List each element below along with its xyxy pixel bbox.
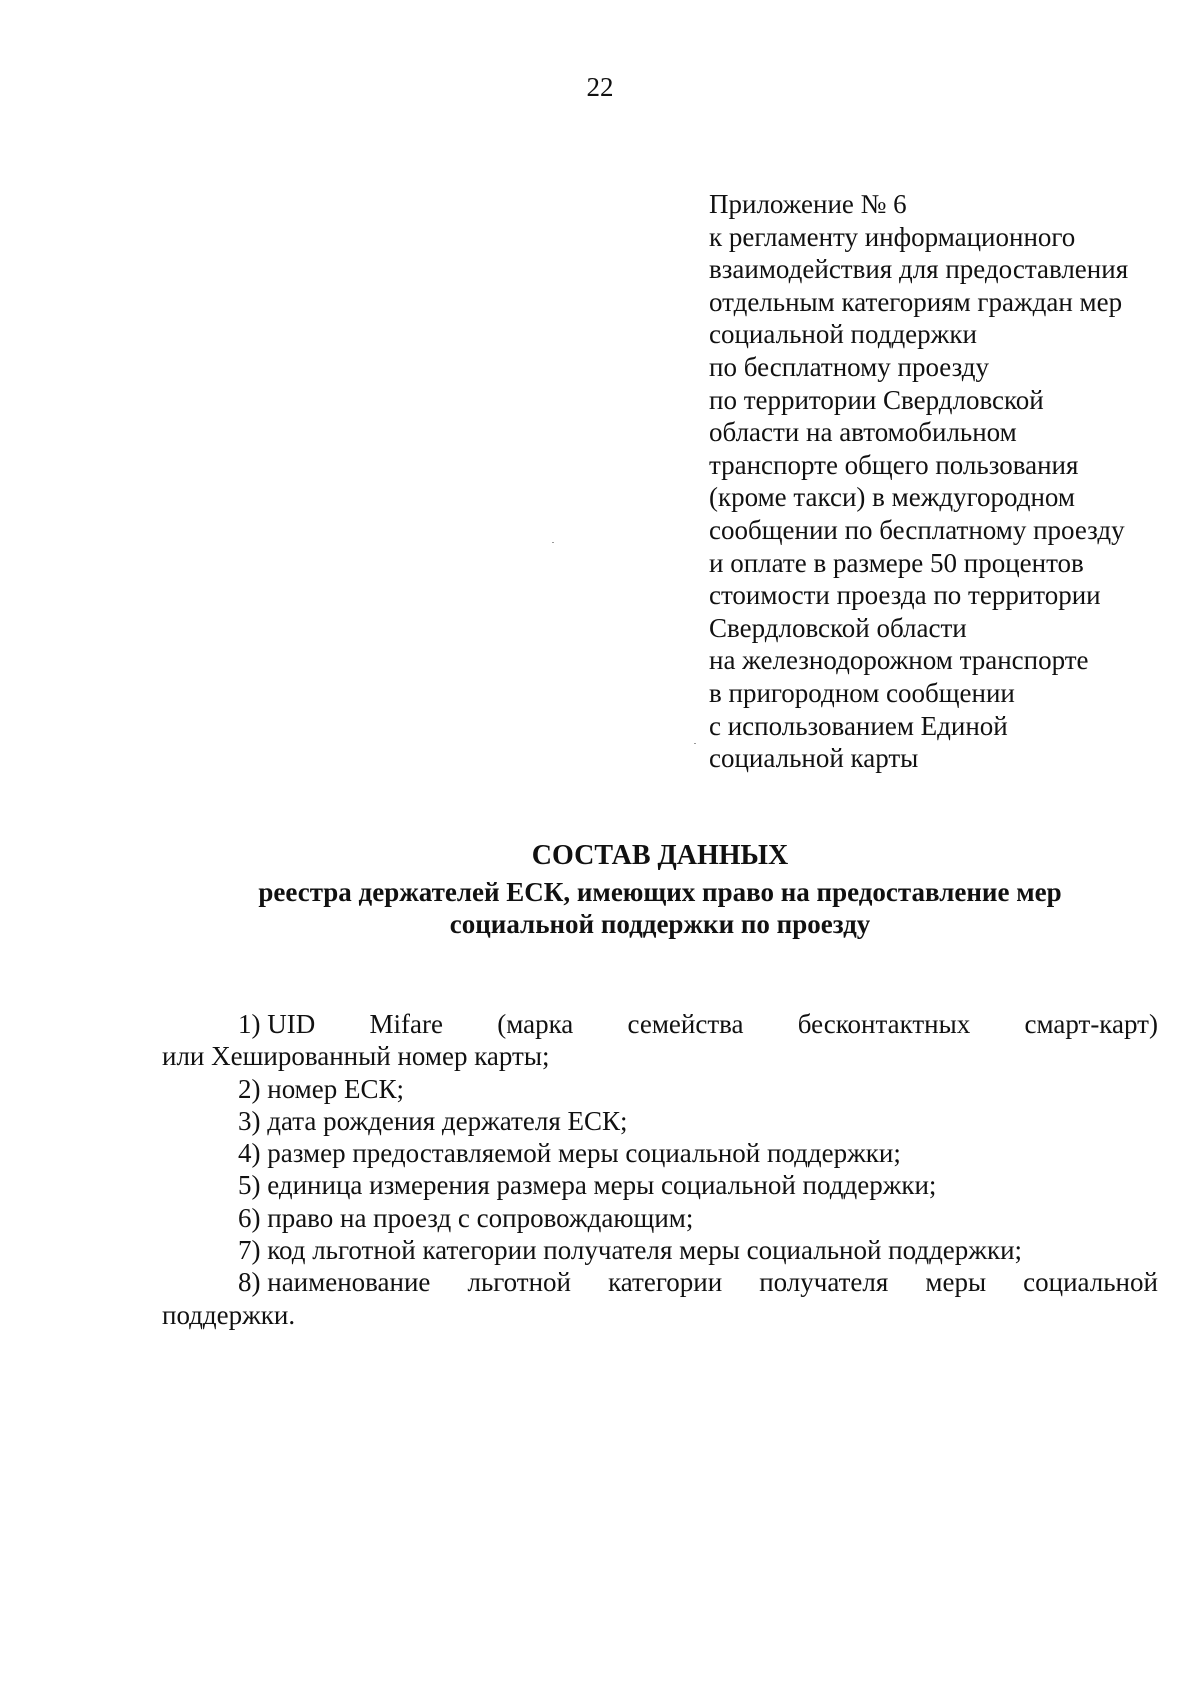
list-item-word: меры [925, 1267, 987, 1298]
appendix-line: социальной карты [709, 743, 919, 774]
list-item-word: 1) UID [238, 1009, 316, 1039]
list-item-word: смарт-карт) [1024, 1009, 1158, 1039]
appendix-line: по бесплатному проезду [709, 351, 990, 382]
list-item-1-first-line [162, 1008, 1158, 1040]
appendix-line: социальной поддержки [709, 319, 977, 350]
list-item-word: Mifare [369, 1009, 443, 1039]
list-item-word: (марка [497, 1009, 574, 1039]
appendix-line: транспорте общего пользования [709, 449, 1079, 480]
scan-speck [552, 542, 554, 543]
scan-speck [694, 743, 696, 744]
page-number: 22 [586, 72, 614, 102]
appendix-line: с использованием Единой [709, 710, 1008, 741]
list-item-5: 5) единица измерения размера меры социальной поддержки; [238, 1170, 937, 1201]
appendix-line: и оплате в размере 50 процентов [709, 547, 1084, 578]
appendix-line: на железнодорожном транспорте [709, 645, 1089, 676]
appendix-line: (кроме такси) в междугородном [709, 482, 1075, 513]
appendix-line: к регламенту информационного [709, 221, 1076, 252]
appendix-line: сообщении по бесплатному проезду [709, 514, 1125, 545]
appendix-line: области на автомобильном [709, 417, 1017, 448]
list-item-3: 3) дата рождения держателя ЕСК; [238, 1105, 628, 1136]
list-item-word: 8) наименование [238, 1267, 431, 1298]
list-item-8-continuation: поддержки. [162, 1299, 296, 1330]
list-item-2: 2) номер ЕСК; [238, 1073, 405, 1104]
appendix-line: Приложение № 6 [709, 189, 907, 219]
list-item-6: 6) право на проезд с сопровождающим; [238, 1202, 694, 1233]
heading-title: СОСТАВ ДАННЫХ [531, 840, 789, 871]
appendix-block [709, 188, 1179, 775]
appendix-line: по территории Свердловской [709, 384, 1044, 415]
heading-subtitle-line: социальной поддержки по проезду [449, 909, 871, 939]
appendix-line: Свердловской области [709, 612, 967, 643]
list-item-word: льготной [467, 1267, 571, 1298]
list-item-8-first-line [162, 1266, 1158, 1298]
appendix-line: отдельным категориям граждан мер [709, 286, 1123, 317]
document-heading [160, 840, 1160, 940]
list-item-word: получателя [759, 1267, 889, 1298]
list-item-word: категории [608, 1267, 723, 1298]
list-item-1-continuation: или Хешированный номер карты; [162, 1041, 550, 1072]
list-item-word: семейства [627, 1009, 744, 1039]
list-item-4: 4) размер предоставляемой меры социальной поддержки; [238, 1138, 901, 1169]
list-item-7: 7) код льготной категории получателя меры социальной поддержки; [238, 1235, 1023, 1266]
list-item-word: бесконтактных [797, 1009, 971, 1039]
appendix-line: стоимости проезда по территории [709, 580, 1101, 611]
heading-subtitle-line: реестра держателей ЕСК, имеющих право на предоставление мер [258, 877, 1062, 907]
appendix-line: взаимодействия для предоставления [709, 254, 1129, 285]
list-item-word: социальной [1023, 1267, 1158, 1298]
data-items-list [162, 1008, 1158, 1331]
appendix-line: в пригородном сообщении [709, 677, 1015, 708]
